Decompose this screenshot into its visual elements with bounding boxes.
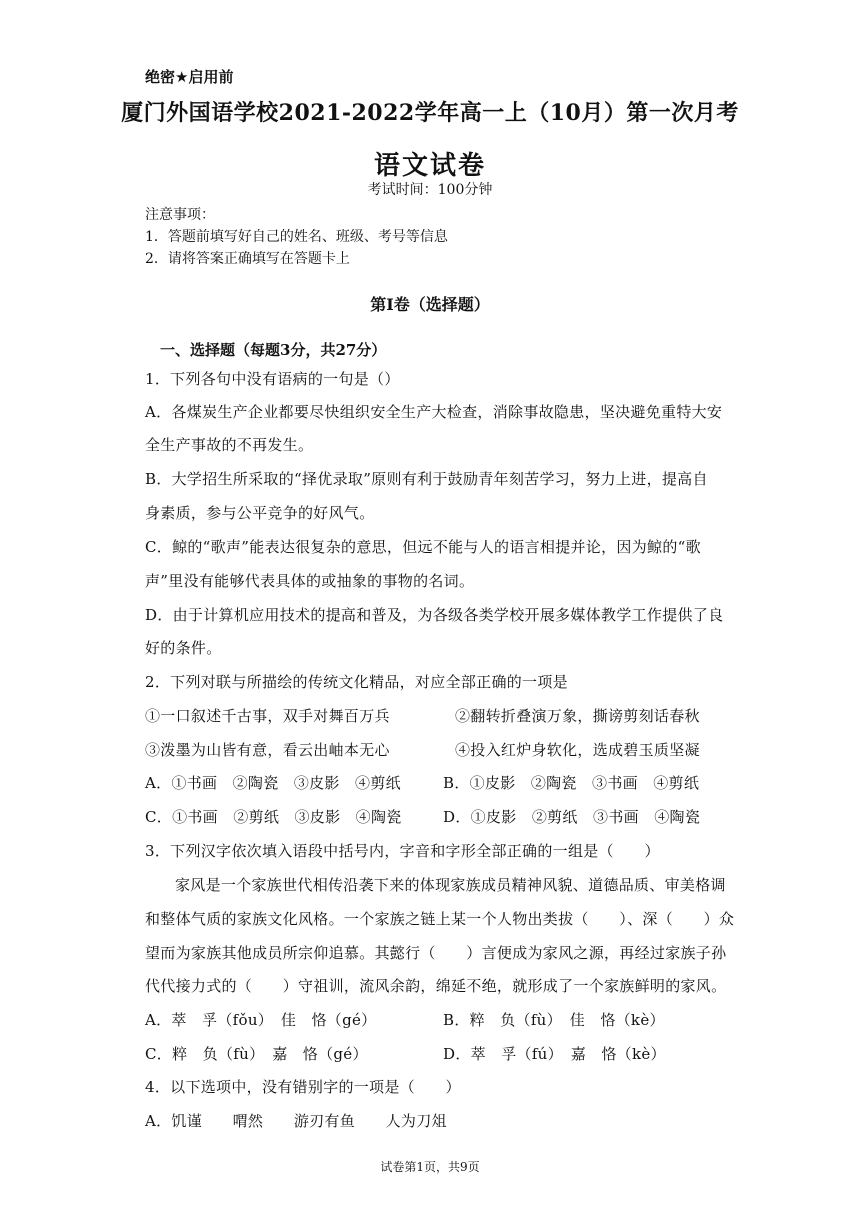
question-2-stem: 2．下列对联与所描绘的传统文化精品，对应全部正确的一项是 bbox=[145, 673, 568, 691]
question-1-line: C．鲸的“歌声”能表达很复杂的意思，但远不能与人的语言相提并论，因为鲸的“歌 bbox=[145, 538, 701, 556]
exam-time: 考试时间：100分钟 bbox=[367, 182, 493, 198]
exam-subject-title: 语文试卷 bbox=[373, 151, 486, 181]
question-1-line: 好的条件。 bbox=[145, 639, 222, 657]
question-1-stem: 1．下列各句中没有语病的一句是（） bbox=[145, 370, 400, 388]
question-3-option-b: B．粹 负（fù） 佳 恪（kè） bbox=[443, 1011, 665, 1029]
question-2-option-b: B．①皮影 ②陶瓷 ③书画 ④剪纸 bbox=[443, 774, 700, 792]
question-1-line: A．各煤炭生产企业都要尽快组织安全生产大检查，消除事故隐患，坚决避免重特大安 bbox=[145, 403, 723, 421]
question-4-option-a: A．饥谨 喟然 游刃有鱼 人为刀俎 bbox=[145, 1112, 447, 1130]
notice-item: 2．请将答案正确填写在答题卡上 bbox=[145, 251, 350, 267]
page-footer: 试卷第1页，共9页 bbox=[380, 1160, 480, 1174]
question-2-option-a: A．①书画 ②陶瓷 ③皮影 ④剪纸 bbox=[145, 774, 401, 792]
question-1-line: D．由于计算机应用技术的提高和普及，为各级各类学校开展多媒体教学工作提供了良 bbox=[145, 606, 724, 624]
question-4-stem: 4．以下选项中，没有错别字的一项是（ ） bbox=[145, 1078, 461, 1096]
question-2-couplet: ②翻转折叠演万象，撕谤剪刻话春秋 bbox=[455, 707, 700, 725]
notice-item: 1．答题前填写好自己的姓名、班级、考号等信息 bbox=[145, 229, 448, 245]
question-3-passage-line: 家风是一个家族世代相传沿袭下来的体现家族成员精神风貌、道德品质、审美格调 bbox=[175, 876, 726, 894]
question-1-line: 全生产事故的不再发生。 bbox=[145, 436, 314, 454]
exam-title: 厦门外国语学校2021-2022学年高一上（10月）第一次月考 bbox=[121, 100, 739, 126]
section-title: 一、选择题（每题3分，共27分） bbox=[160, 341, 387, 359]
question-2-option-d: D．①皮影 ②剪纸 ③书画 ④陶瓷 bbox=[443, 808, 701, 826]
question-3-option-a: A．萃 孚（fǒu） 佳 恪（gé） bbox=[145, 1011, 377, 1029]
question-2-couplet: ③泼墨为山皆有意，看云出岫本无心 bbox=[145, 741, 390, 759]
question-3-passage-line: 代代接力式的（ ）守祖训，流风余韵，绵延不绝，就形成了一个家族鲜明的家风。 bbox=[145, 977, 727, 995]
question-3-stem: 3．下列汉字依次填入语段中括号内，字音和字形全部正确的一组是（ ） bbox=[145, 842, 660, 860]
question-3-option-d: D．萃 孚（fú） 嘉 恪（kè） bbox=[443, 1045, 666, 1063]
question-1-line: 声”里没有能够代表具体的或抽象的事物的名词。 bbox=[145, 572, 475, 590]
question-3-passage-line: 和整体气质的家族文化风格。一个家族之链上某一个人物出类拔（ ）、深（ ）众 bbox=[145, 910, 735, 928]
question-3-passage-line: 望而为家族其他成员所宗仰追慕。其懿行（ ）言便成为家风之源，再经过家族子孙 bbox=[145, 944, 727, 962]
question-1-line: 身素质，参与公平竞争的好风气。 bbox=[145, 504, 375, 522]
question-2-couplet: ④投入红炉身软化，选成碧玉质坚凝 bbox=[455, 741, 700, 759]
confidential-label: 绝密★启用前 bbox=[145, 68, 234, 86]
volume-title: 第Ⅰ卷（选择题） bbox=[370, 295, 490, 314]
notice-title: 注意事项： bbox=[145, 207, 215, 223]
question-3-option-c: C．粹 负（fù） 嘉 恪（gé） bbox=[145, 1045, 368, 1063]
question-1-line: B．大学招生所采取的“择优录取”原则有利于鼓励青年刻苦学习，努力上进，提高自 bbox=[145, 470, 708, 488]
question-2-option-c: C．①书画 ②剪纸 ③皮影 ④陶瓷 bbox=[145, 808, 402, 826]
question-2-couplet: ①一口叙述千古事，双手对舞百万兵 bbox=[145, 707, 390, 725]
